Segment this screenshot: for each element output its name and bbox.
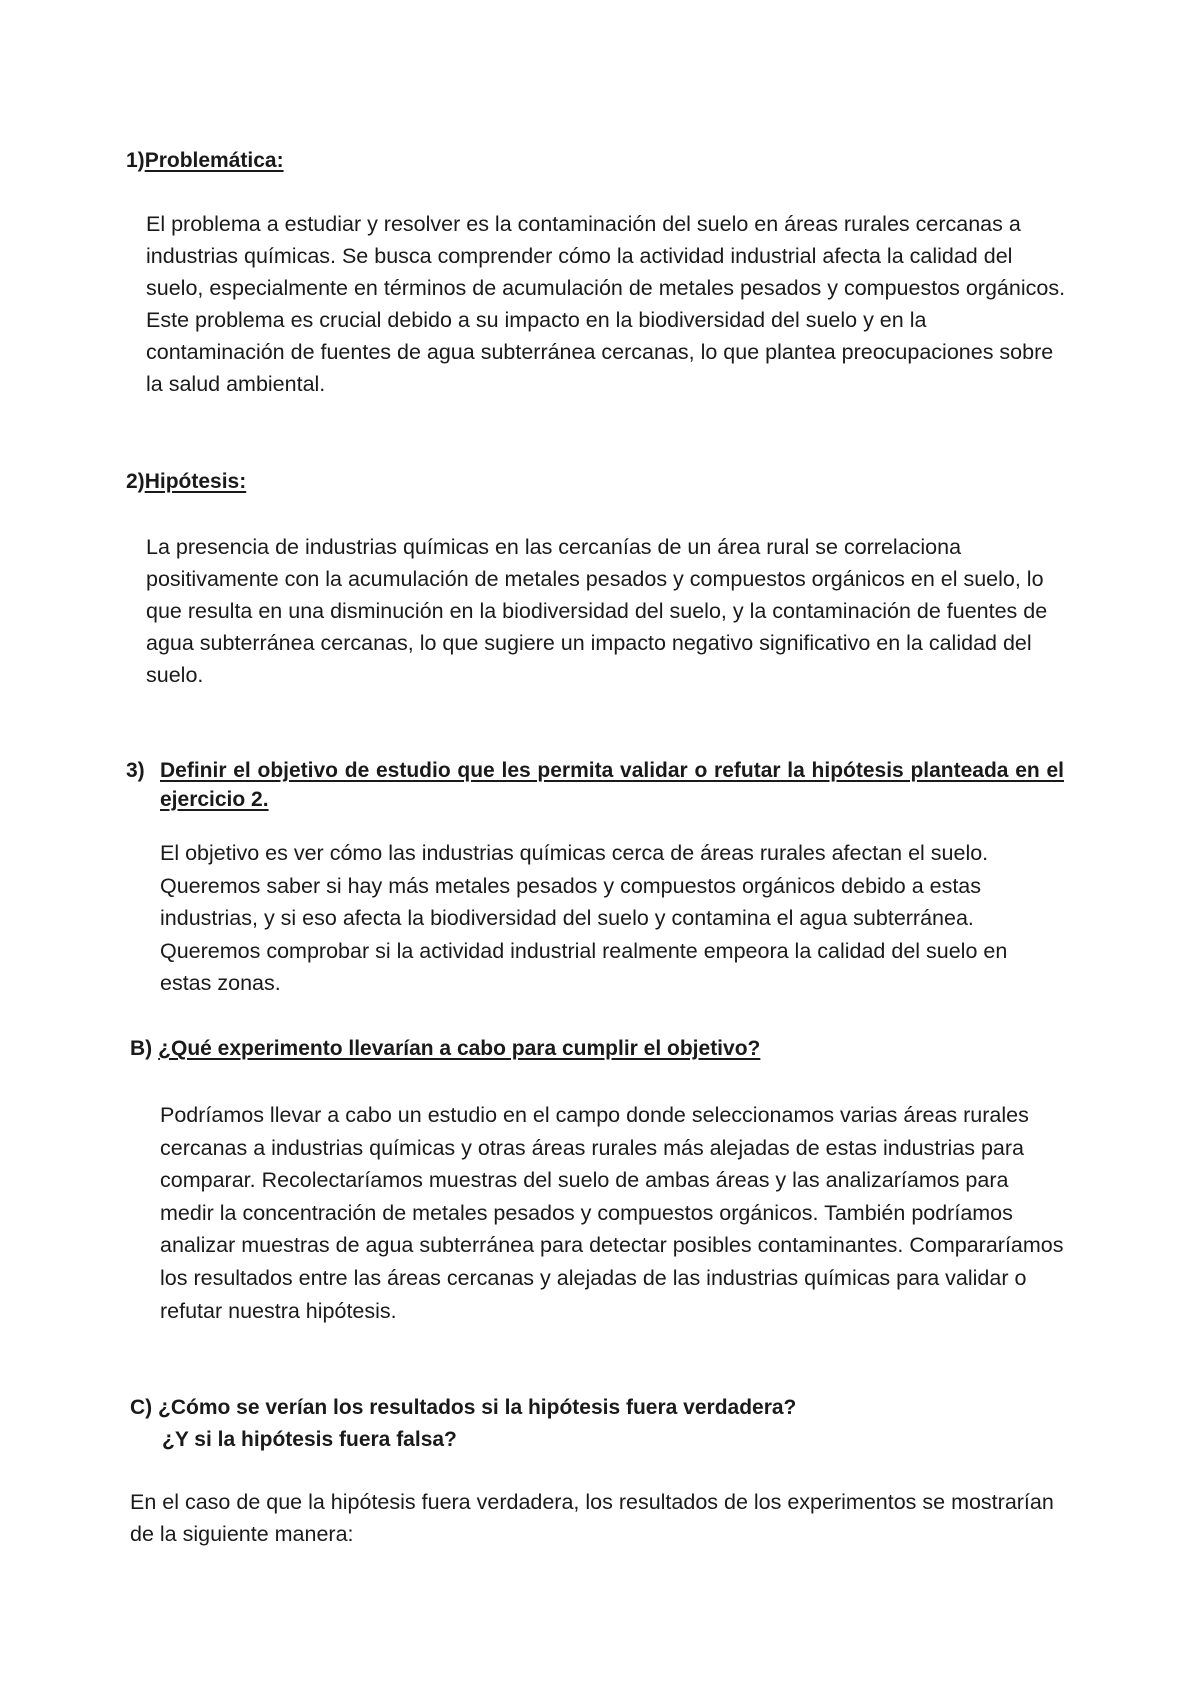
section-3-number: 3) bbox=[126, 759, 145, 782]
section-1-body: El problema a estudiar y resolver es la contaminación del suelo en áreas rurales cercanas a industrias químicas. Se busca comprender cómo la actividad industrial afecta la calidad del suelo, especialmente en términos de acumulación de metales pesados y compuestos orgánicos. Este problema es crucial debido a su impacto en la biodiversidad del suelo y en la contaminación de fuentes de agua subterránea cercanas, lo que plantea preocupaciones sobre la salud ambiental. bbox=[146, 212, 1066, 396]
section-2-title: Hipótesis: bbox=[144, 470, 247, 493]
section-b-title: ¿Qué experimento llevarían a cabo para cumplir el objetivo? bbox=[158, 1037, 761, 1060]
section-c-heading bbox=[130, 1392, 796, 1456]
section-1-title: Problemática: bbox=[144, 149, 284, 172]
section-2-heading bbox=[126, 466, 246, 498]
section-3-heading bbox=[126, 756, 1064, 814]
section-c-line-2: ¿Y si la hipótesis fuera falsa? bbox=[162, 1428, 457, 1451]
section-c-body: En el caso de que la hipótesis fuera verdadera, los resultados de los experimentos se mostrarían de la siguiente manera: bbox=[130, 1490, 1054, 1546]
section-3-body: El objetivo es ver cómo las industrias químicas cerca de áreas rurales afectan el suelo. Queremos saber si hay más metales pesados y compuestos orgánicos debido a estas industrias, y si eso afecta la biodiversidad del suelo y contamina el agua subterránea. Queremos comprobar si la actividad industrial realmente empeora la calidad del suelo en estas zonas. bbox=[160, 841, 1008, 996]
section-2-number: 2) bbox=[126, 470, 145, 493]
section-b-number: B) bbox=[130, 1037, 153, 1060]
section-b-body: Podríamos llevar a cabo un estudio en el campo donde seleccionamos varias áreas rurales cercanas a industrias químicas y otras áreas rurales más alejadas de estas industrias para comparar. Recolectaríamos muestras del suelo de ambas áreas y las analizaríamos para medir la concentración de metales pesados y compuestos orgánicos. También podríamos analizar muestras de agua subterránea para detectar posibles contaminantes. Compararíamos los resultados entre las áreas cercanas y alejadas de las industrias químicas para validar o refutar nuestra hipótesis. bbox=[160, 1103, 1064, 1323]
section-3-title: Definir el objetivo de estudio que les permita validar o refutar la hipótesis planteada en el ejercicio 2. bbox=[160, 759, 1064, 811]
section-1-number: 1) bbox=[126, 149, 145, 172]
section-b-heading bbox=[130, 1034, 760, 1064]
section-1-heading bbox=[126, 145, 284, 177]
section-2-body: La presencia de industrias químicas en las cercanías de un área rural se correlaciona positivamente con la acumulación de metales pesados y compuestos orgánicos en el suelo, lo que resulta en una disminución en la biodiversidad del suelo, y la contaminación de fuentes de agua subterránea cercanas, lo que sugiere un impacto negativo significativo en la calidad del suelo. bbox=[146, 535, 1048, 687]
section-c-line-1: C) ¿Cómo se verían los resultados si la hipótesis fuera verdadera? bbox=[130, 1396, 797, 1419]
